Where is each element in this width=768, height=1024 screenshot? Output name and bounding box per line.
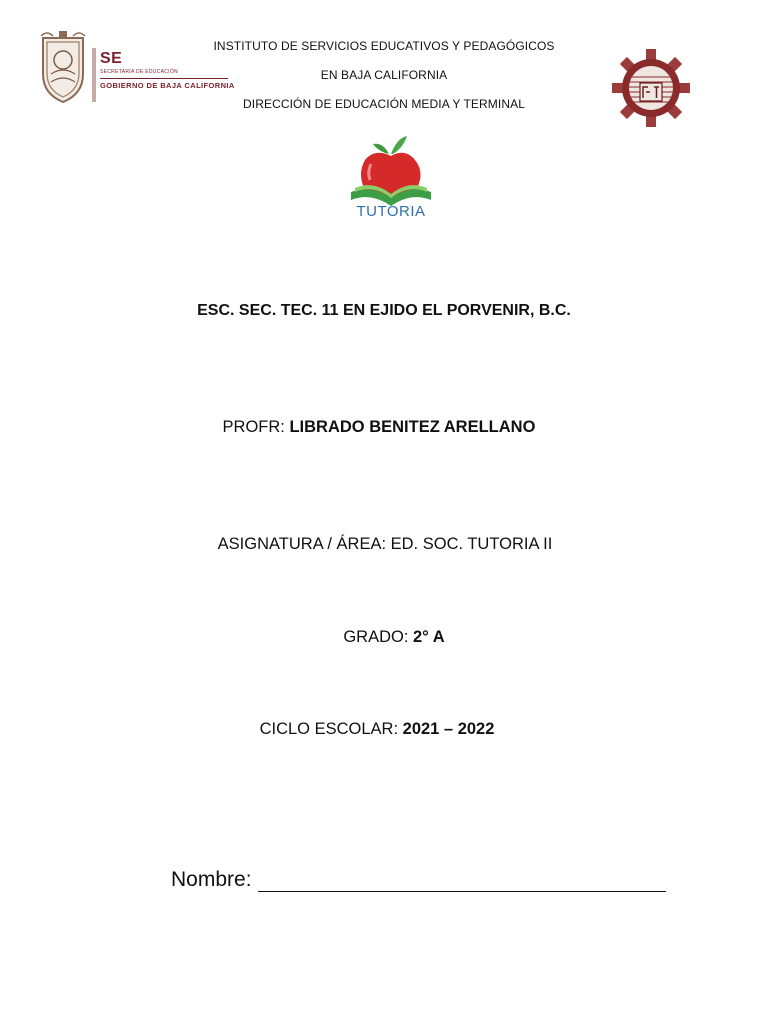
header-line-1: INSTITUTO DE SERVICIOS EDUCATIVOS Y PEDAGÓGICOS — [213, 39, 555, 53]
tutoria-logo — [345, 132, 437, 222]
cycle-value: 2021 – 2022 — [402, 720, 495, 738]
cycle-label: CICLO ESCOLAR: — [259, 720, 403, 738]
header-line-3: DIRECCIÓN DE EDUCACIÓN MEDIA Y TERMINAL — [243, 97, 525, 111]
gear-emblem-icon — [610, 47, 692, 129]
se-abbr: SE — [100, 50, 123, 67]
name-field — [171, 868, 666, 892]
subject-value: ED. SOC. TUTORIA II — [390, 535, 553, 553]
teacher-label: PROFR: — [222, 418, 290, 436]
tutoria-word: TUTORIA — [356, 203, 426, 220]
apple-book-icon — [345, 132, 437, 208]
name-label: Nombre: — [171, 868, 252, 891]
se-subtitle: SECRETARÍA DE EDUCACIÓN — [100, 69, 178, 75]
cycle-line — [0, 720, 761, 739]
name-input-line[interactable] — [258, 869, 666, 892]
school-name: ESC. SEC. TEC. 11 EN EJIDO EL PORVENIR, B.C. — [197, 302, 571, 319]
grade-value: 2° A — [413, 628, 445, 646]
teacher-value: LIBRADO BENITEZ ARELLANO — [289, 418, 536, 436]
subject-line — [1, 535, 768, 554]
subject-label: ASIGNATURA / ÁREA: — [217, 535, 391, 553]
grade-line — [10, 628, 768, 647]
teacher-line — [0, 418, 763, 437]
se-gobierno: GOBIERNO DE BAJA CALIFORNIA — [100, 81, 235, 90]
grade-label: GRADO: — [343, 628, 413, 646]
header-line-2: EN BAJA CALIFORNIA — [320, 68, 448, 82]
